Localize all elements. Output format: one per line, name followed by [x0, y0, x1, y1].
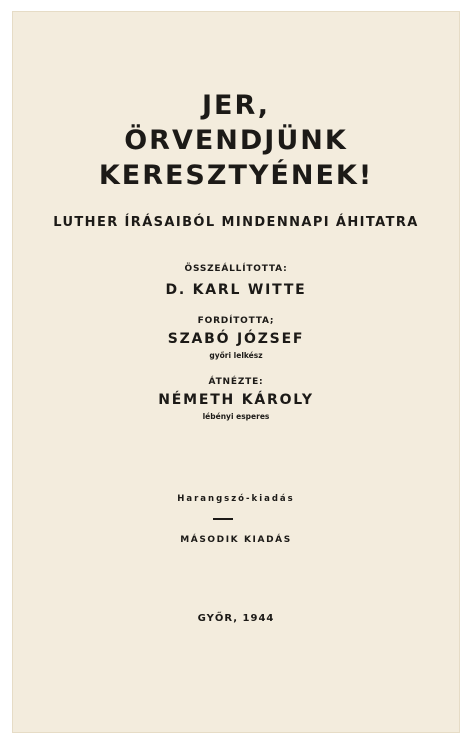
translator-note: győri lelkész: [209, 351, 263, 360]
title-page: [12, 11, 460, 733]
reviewer-note: lébényi esperes: [202, 412, 270, 421]
title-line-1: JER,: [201, 90, 271, 121]
subtitle: LUTHER ÍRÁSAIBÓL MINDENNAPI ÁHITATRA: [53, 215, 419, 230]
edition: MÁSODIK KIADÁS: [180, 535, 292, 545]
compiler-role: ÖSSZEÁLLÍTOTTA:: [184, 264, 288, 274]
translator-name: SZABÓ JÓZSEF: [167, 331, 305, 347]
divider: [213, 518, 233, 520]
title-line-3: KERESZTYÉNEK!: [98, 160, 374, 191]
title-line-2: ÖRVENDJÜNK: [124, 125, 348, 156]
imprint: GYŐR, 1944: [197, 613, 275, 624]
compiler-name: D. KARL WITTE: [165, 282, 307, 298]
translator-role: FORDÍTOTTA;: [197, 316, 275, 326]
publisher: Harangszó-kiadás: [177, 494, 295, 504]
reviewer-role: ÁTNÉZTE:: [208, 377, 264, 387]
reviewer-name: NÉMETH KÁROLY: [158, 392, 314, 408]
